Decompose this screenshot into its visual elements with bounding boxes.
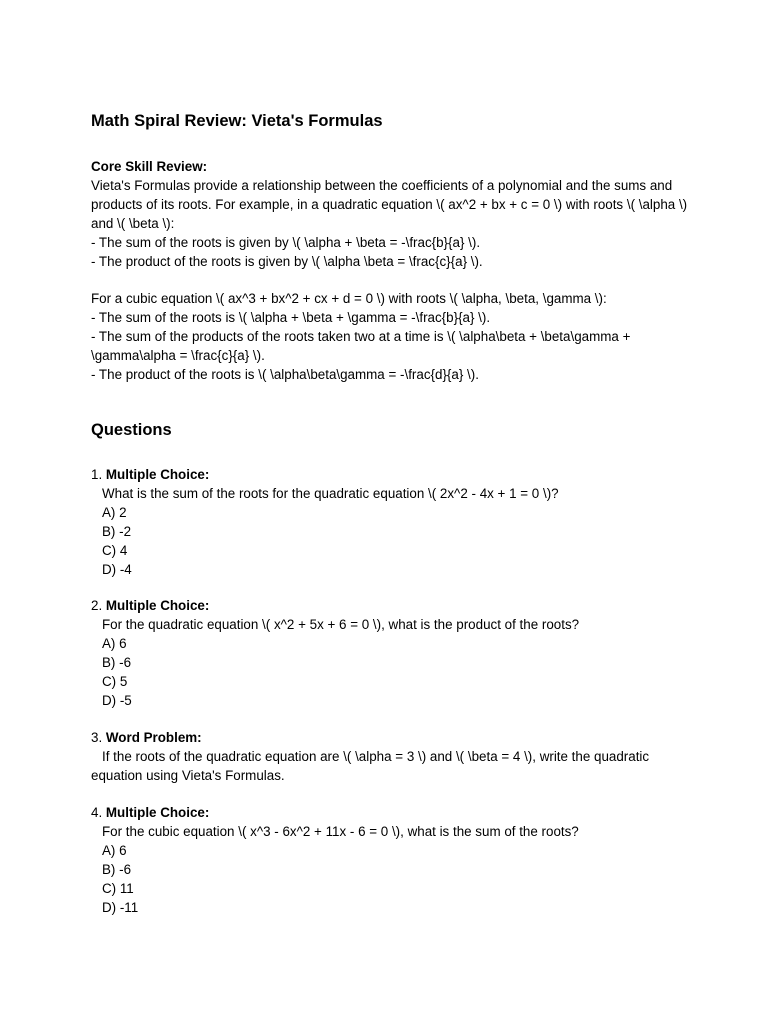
question-number: 2. — [91, 598, 103, 613]
question-number: 4. — [91, 805, 103, 820]
question-text: For the quadratic equation \( x^2 + 5x + 6 = 0 \), what is the product of the roots? — [102, 617, 580, 632]
option-a: A) 6 — [102, 843, 127, 858]
page-title: Math Spiral Review: Vieta's Formulas — [91, 112, 383, 130]
option-a: A) 2 — [102, 505, 127, 520]
question-1 — [91, 465, 691, 579]
questions-heading: Questions — [91, 421, 172, 439]
option-b: B) -2 — [102, 524, 132, 539]
option-c: C) 11 — [102, 881, 134, 896]
question-text: For the cubic equation \( x^3 - 6x^2 + 11x - 6 = 0 \), what is the sum of the roots? — [102, 824, 579, 839]
quadratic-product-rule: - The product of the roots is given by \( \alpha \beta = \frac{c}{a} \). — [91, 254, 483, 269]
question-type: Multiple Choice: — [105, 598, 210, 613]
option-c: C) 5 — [102, 674, 128, 689]
option-a: A) 6 — [102, 636, 127, 651]
question-number: 1. — [91, 467, 103, 482]
option-b: B) -6 — [102, 862, 132, 877]
question-type: Word Problem: — [105, 730, 202, 745]
question-4 — [91, 803, 691, 917]
cubic-intro: For a cubic equation \( ax^3 + bx^2 + cx + d = 0 \) with roots \( \alpha, \beta, \gamma \): — [91, 291, 607, 306]
option-d: D) -4 — [102, 562, 132, 577]
question-type: Multiple Choice: — [105, 805, 210, 820]
cubic-sum-rule: - The sum of the roots is \( \alpha + \beta + \gamma = -\frac{b}{a} \). — [91, 310, 491, 325]
question-type: Multiple Choice: — [105, 467, 210, 482]
question-text: What is the sum of the roots for the quadratic equation \( 2x^2 - 4x + 1 = 0 \)? — [102, 486, 559, 501]
question-3 — [91, 728, 691, 785]
option-d: D) -11 — [102, 900, 139, 915]
cubic-review — [91, 289, 691, 384]
option-d: D) -5 — [102, 693, 132, 708]
question-2 — [91, 596, 691, 710]
core-review-heading: Core Skill Review: — [91, 159, 208, 174]
quadratic-sum-rule: - The sum of the roots is given by \( \alpha + \beta = -\frac{b}{a} \). — [91, 235, 481, 250]
core-skill-review — [91, 157, 691, 271]
cubic-pair-products-rule: - The sum of the products of the roots taken two at a time is \( \alpha\beta + \beta\gamma + \gamma\alpha = \frac{c}{a} \). — [91, 329, 631, 363]
core-review-intro: Vieta's Formulas provide a relationship between the coefficients of a polynomial and the sums and products of its roots. For example, in a quadratic equation \( ax^2 + bx + c = 0 \) with roots \( \alpha \) and \( \beta \): — [91, 178, 688, 231]
question-text: If the roots of the quadratic equation are \( \alpha = 3 \) and \( \beta = 4 \), write the quadratic equation using Vieta's Formulas. — [91, 749, 650, 783]
cubic-product-rule: - The product of the roots is \( \alpha\beta\gamma = -\frac{d}{a} \). — [91, 367, 479, 382]
option-b: B) -6 — [102, 655, 132, 670]
option-c: C) 4 — [102, 543, 128, 558]
question-number: 3. — [91, 730, 103, 745]
